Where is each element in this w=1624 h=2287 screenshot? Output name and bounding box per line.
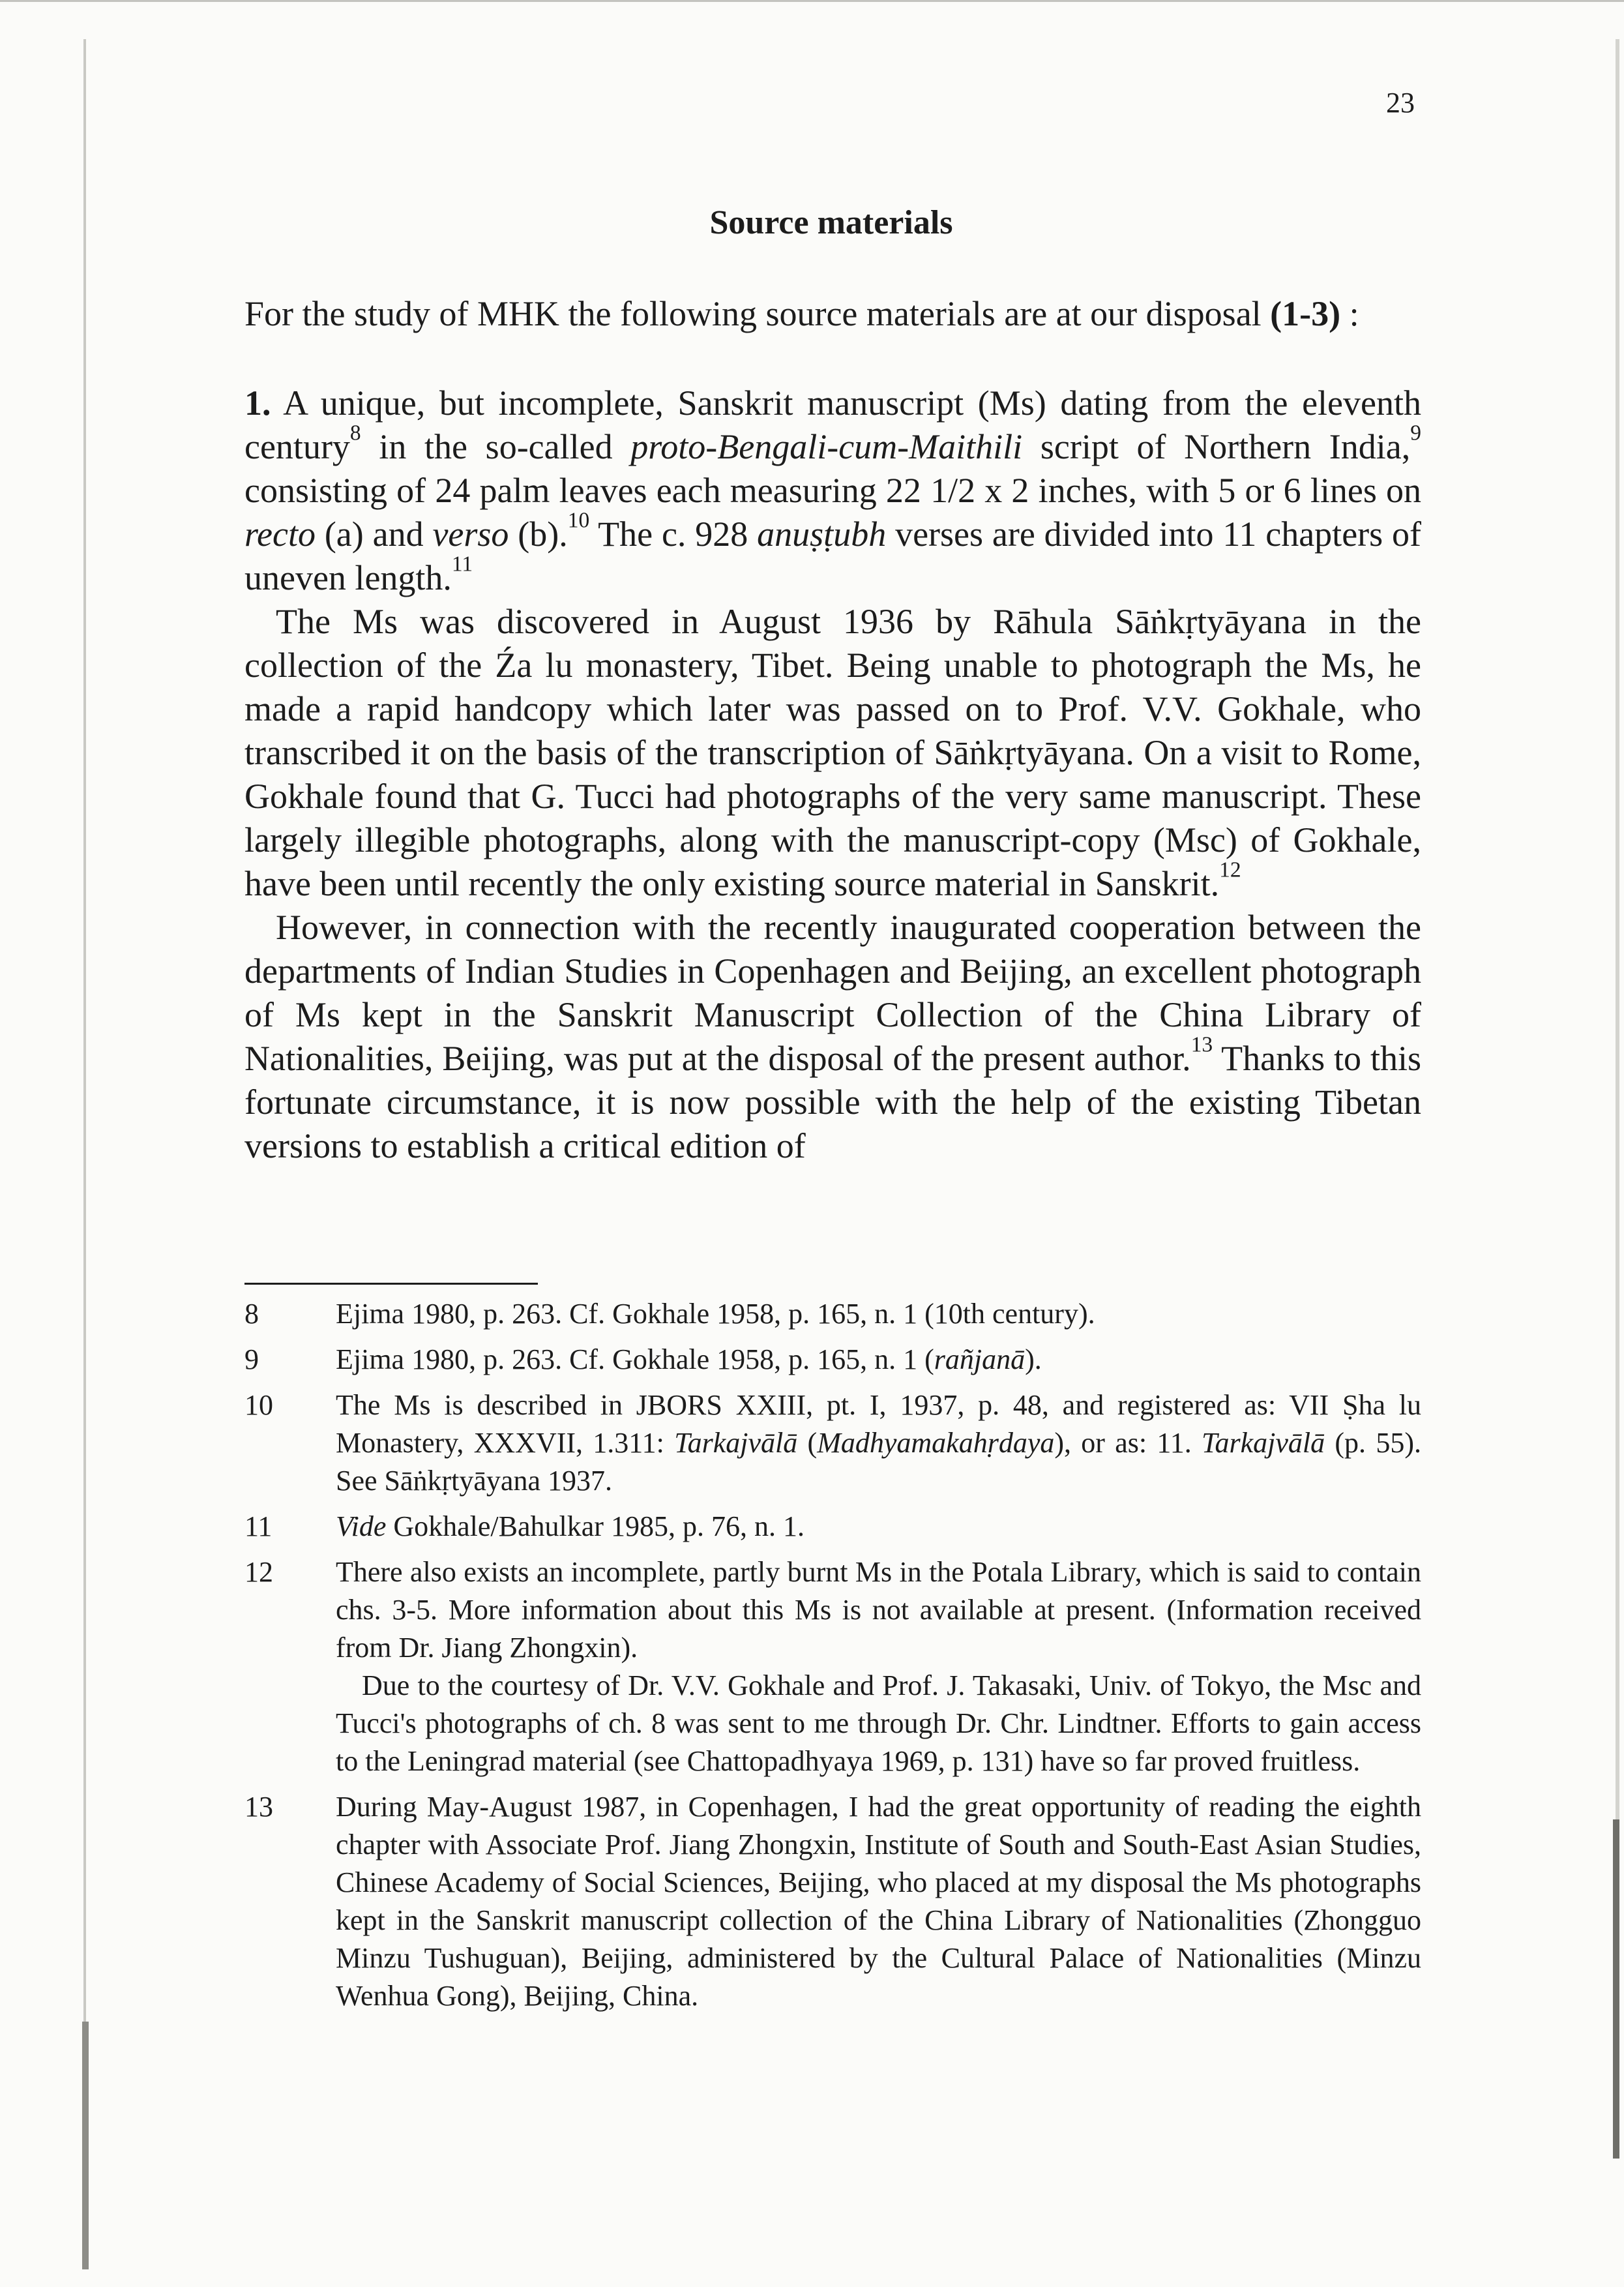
footnote-number: 12: [244, 1556, 273, 1588]
footnote-number: 10: [244, 1389, 273, 1421]
scan-edge-left: [83, 39, 86, 2269]
footnote-text: The Ms is described in JBORS XXIII, pt. I, 1937, p. 48, and registered as: VII Ṣha lu Monastery, XXXVII, 1.311: Tarkajvālā (Madhyamakahṛdaya), or as: 11. Tarkajvālā (p. 55). See Sāṅkṛtyāyana 1937.: [336, 1389, 1421, 1497]
paragraph-discovery: The Ms was discovered in August 1936 by Rāhula Sāṅkṛtyāyana in the collection of the Źa lu monastery, Tibet. Being unable to photograph the Ms, he made a rapid handcopy which later was passed on to Prof. V.V. Gokhale, who transcribed it on the basis of the transcription of Sāṅkṛtyāyana. On a visit to Rome, Gokhale found that G. Tucci had photographs of the very same manuscript. These largely illegible photographs, along with the manuscript-copy (Msc) of Gokhale, have been until recently the only existing source material in Sanskrit.$^{12}$: [244, 602, 1421, 903]
footnote-number: 13: [244, 1791, 273, 1823]
source-range: (1-3): [1270, 294, 1341, 333]
scan-shadow-right: [1613, 1819, 1619, 2159]
page-number: 23: [1386, 87, 1415, 119]
footnote-9: [244, 1341, 1421, 1379]
footnotes: [244, 1295, 1421, 2023]
footnote-8: [244, 1295, 1421, 1333]
footnote-ref-9[interactable]: 9: [1410, 421, 1421, 445]
page-title: Source materials: [709, 204, 953, 241]
footnote-number: 11: [244, 1510, 273, 1542]
footnote-number: 9: [244, 1343, 259, 1375]
footnote-number: 8: [244, 1298, 259, 1330]
scan-shadow-left: [82, 2022, 89, 2269]
footnote-ref-11[interactable]: 11: [451, 552, 473, 576]
footnote-11: [244, 1508, 1421, 1546]
footnote-text: Vide Gokhale/Bahulkar 1985, p. 76, n. 1.: [336, 1510, 805, 1542]
footnote-13: [244, 1788, 1421, 2015]
footnote-text: Ejima 1980, p. 263. Cf. Gokhale 1958, p. 165, n. 1 (rañjanā).: [336, 1343, 1042, 1375]
paragraph-cooperation: However, in connection with the recently inaugurated cooperation between the departments of Indian Studies in Copenhagen and Beijing, an excellent photograph of Ms kept in the Sanskrit Manuscript Collection of the China Library of Nationalities, Beijing, was put at the disposal of the present author.$^{13}$ Thanks to this fortunate circumstance, it is now possible with the help of the existing Tibetan versions to establish a critical edition of: [244, 908, 1422, 1165]
footnote-text: Ejima 1980, p. 263. Cf. Gokhale 1958, p. 165, n. 1 (10th century).: [336, 1298, 1095, 1330]
footnote-10: [244, 1386, 1421, 1500]
scan-edge-top: [0, 0, 1624, 2]
source-item-1: 1. A unique, but incomplete, Sanskrit manuscript (Ms) dating from the eleventh century$^8$ in the so-called proto-Bengali-cum-Maithili script of Northern India,$^9$ consisting of 24 palm leaves each measuring 22 1/2 x 2 inches, with 5 or 6 lines on recto (a) and verso (b).$^{10}$ The c. 928 anuṣṭubh verses are divided into 11 chapters of uneven length.$^{11}$: [244, 383, 1422, 597]
scan-edge-right: [1616, 39, 1619, 1930]
intro-paragraph: For the study of MHK the following source materials are at our disposal (1-3) :: [244, 294, 1359, 333]
footnote-ref-10[interactable]: 10: [567, 508, 590, 533]
footnote-text: There also exists an incomplete, partly burnt Ms in the Potala Library, which is said to contain chs. 3-5. More information about this Ms is not available at present. (Information received from Dr. Jiang Zhongxin). Due to the courtesy of Dr. V.V. Gokhale and Prof. J. Takasaki, Univ. of Tokyo, the Msc and Tucci's photographs of ch. 8 was sent to me through Dr. Chr. Lindtner. Efforts to gain access to the Leningrad material (see Chattopadhyaya 1969, p. 131) have so far proved fruitless.: [336, 1556, 1421, 1777]
footnote-ref-12[interactable]: 12: [1219, 858, 1241, 882]
footnote-ref-8[interactable]: 8: [349, 421, 361, 445]
footnote-text: During May-August 1987, in Copenhagen, I had the great opportunity of reading the eighth chapter with Associate Prof. Jiang Zhongxin, Institute of South and South-East Asian Studies, Chinese Academy of Social Sciences, Beijing, who placed at my disposal the Ms photographs kept in the Sanskrit manuscript collection of the China Library of Nationalities (Zhongguo Minzu Tushuguan), Beijing, administered by the Cultural Palace of Nationalities (Minzu Wenhua Gong), Beijing, China.: [336, 1791, 1421, 2012]
main-text: [244, 292, 1421, 1168]
footnote-separator: [244, 1283, 538, 1285]
item-number: 1.: [244, 383, 271, 423]
footnote-12: [244, 1553, 1421, 1780]
footnote-ref-13[interactable]: 13: [1190, 1032, 1213, 1057]
